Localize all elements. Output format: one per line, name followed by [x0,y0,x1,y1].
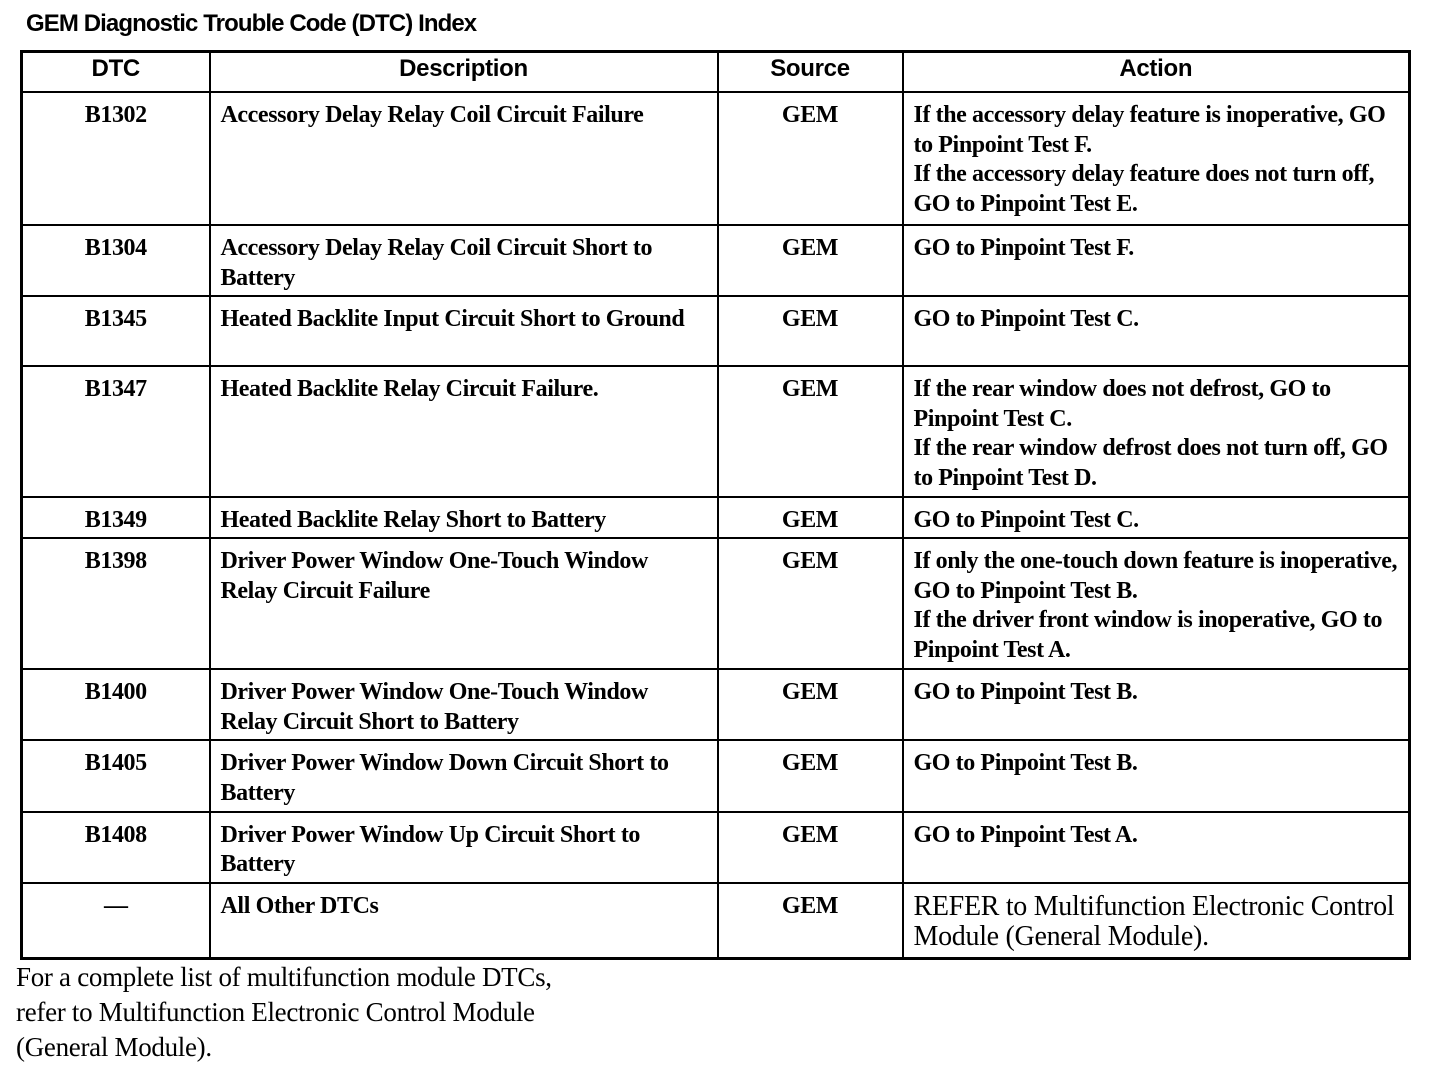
action-line: GO to Pinpoint Test F. [913,235,1134,261]
action-line: If the rear window does not defrost, GO to Pinpoint Test C. [913,376,1331,432]
dtc-source: GEM [718,92,903,225]
dtc-action [903,740,1410,811]
table-header-row [22,52,1410,93]
table-row [22,366,1410,496]
table-row [22,538,1410,669]
dtc-action [903,883,1410,959]
dtc-code: B1408 [22,812,210,883]
dtc-description: Accessory Delay Relay Coil Circuit Failure [210,92,718,225]
header-source: Source [718,52,903,93]
table-row [22,225,1410,296]
dtc-action [903,92,1410,225]
dtc-source: GEM [718,538,903,669]
dtc-code: B1347 [22,366,210,496]
dtc-index-table [20,50,1411,960]
action-line: GO to Pinpoint Test C. [913,306,1139,333]
dtc-code: B1304 [22,225,210,296]
action-line: GO to Pinpoint Test B. [913,679,1138,706]
action-line: GO to Pinpoint Test A. [913,821,1138,848]
dtc-code: B1302 [22,92,210,225]
footer-note [16,960,656,1065]
dtc-source: GEM [718,497,903,539]
dtc-action [903,669,1410,740]
dtc-description: Heated Backlite Relay Circuit Failure. [210,366,718,496]
dtc-code: B1398 [22,538,210,669]
dtc-action [903,497,1410,539]
table-row [22,669,1410,740]
dtc-action [903,366,1410,496]
page-title: GEM Diagnostic Trouble Code (DTC) Index [26,10,477,37]
action-line: If only the one-touch down feature is inoperative, GO to Pinpoint Test B. [913,548,1398,604]
dtc-source: GEM [718,225,903,296]
action-line: If the accessory delay feature is inoperative, GO to Pinpoint Test F. [913,102,1386,158]
action-line: REFER to Multifunction Electronic Control Module (General Module). [913,890,1395,952]
action-line: If the rear window defrost does not turn off, GO to Pinpoint Test D. [913,435,1388,491]
footer-line: refer to Multifunction Electronic Control Module [16,997,535,1027]
action-line: GO to Pinpoint Test B. [913,750,1138,777]
dtc-description: All Other DTCs [210,883,718,959]
dtc-action [903,538,1410,669]
header-description: Description [210,52,718,93]
header-action: Action [903,52,1410,93]
dtc-description: Driver Power Window Up Circuit Short to Battery [210,812,718,883]
dtc-code: — [22,883,210,959]
table-row [22,740,1410,811]
dtc-code: B1405 [22,740,210,811]
footer-line: (General Module). [16,1032,212,1062]
action-line: If the driver front window is inoperative, GO to Pinpoint Test A. [913,607,1383,663]
dtc-source: GEM [718,812,903,883]
dtc-source: GEM [718,883,903,959]
dtc-action [903,812,1410,883]
table-row [22,497,1410,539]
dtc-description: Driver Power Window One-Touch Window Relay Circuit Short to Battery [210,669,718,740]
header-dtc: DTC [22,52,210,93]
dtc-action [903,225,1410,296]
dtc-source: GEM [718,296,903,366]
dtc-description: Heated Backlite Input Circuit Short to Ground [210,296,718,366]
action-line: If the accessory delay feature does not turn off, GO to Pinpoint Test E. [913,161,1375,217]
action-line: GO to Pinpoint Test C. [913,506,1139,533]
footer-line: For a complete list of multifunction module DTCs, [16,962,552,992]
dtc-code: B1345 [22,296,210,366]
table-row [22,296,1410,366]
dtc-action [903,296,1410,366]
dtc-description: Driver Power Window One-Touch Window Relay Circuit Failure [210,538,718,669]
table-row [22,92,1410,225]
dtc-source: GEM [718,740,903,811]
table-row [22,812,1410,883]
dtc-code: B1400 [22,669,210,740]
dtc-source: GEM [718,366,903,496]
dtc-description: Accessory Delay Relay Coil Circuit Short to Battery [210,225,718,296]
dtc-code: B1349 [22,497,210,539]
dtc-source: GEM [718,669,903,740]
table-row [22,883,1410,959]
dtc-description: Driver Power Window Down Circuit Short to Battery [210,740,718,811]
dtc-description: Heated Backlite Relay Short to Battery [210,497,718,539]
